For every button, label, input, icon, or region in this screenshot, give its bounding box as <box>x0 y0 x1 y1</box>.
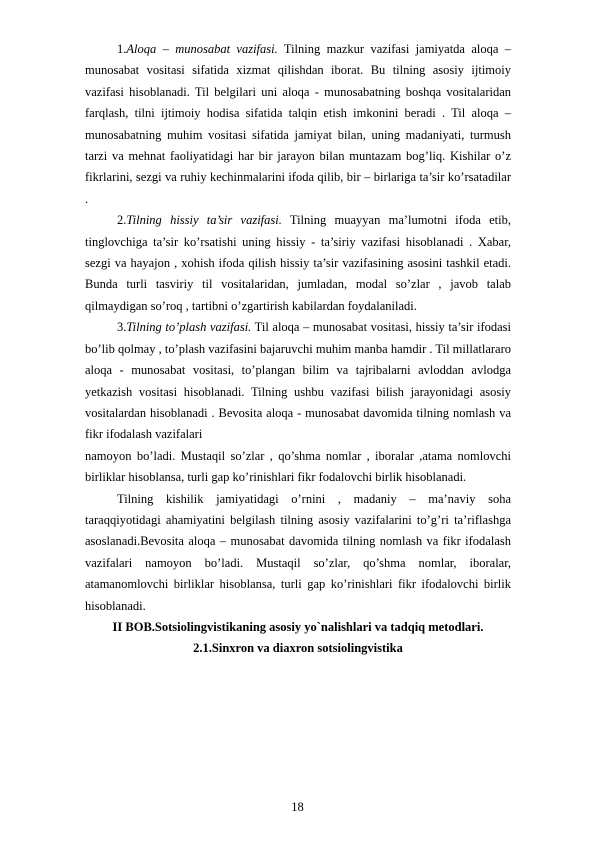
paragraph-2-text: Tilning muayyan ma’lumotni ifoda etib, tinglovchiga ta’sir ko’rsatishi uning hissiy - ta’siriy vazifasi hisoblanadi . Xabar, sezgi va hayajon , xohish ifoda qilish hissiy ta’sir vazifasining asosini tashkil etadi. Bunda turli tasviriy til vositalaridan, jumladan, modal so’zlar , javob talab qilmaydigan so’roq , tartibni o’zgartirish kabilardan foydalaniladi. <box>85 213 511 313</box>
section-heading: 2.1.Sinxron va diaxron sotsiolingvistika <box>193 641 403 656</box>
paragraph-4 <box>85 446 511 489</box>
page-number: 18 <box>291 800 304 814</box>
page-body <box>85 39 511 660</box>
paragraph-5 <box>85 489 511 617</box>
chapter-heading: II BOB.Sotsiolingvistikaning asosiy yo`nalishlari va tadqiq metodlari. <box>112 619 484 634</box>
paragraph-1 <box>85 39 511 210</box>
paragraph-2 <box>85 210 511 317</box>
paragraph-1-term: Aloqa – munosabat vazifasi. <box>126 42 278 56</box>
paragraph-2-term: Tilning hissiy ta’sir vazifasi. <box>126 213 282 228</box>
paragraph-3-text: Til aloqa – munosabat vositasi, hissiy ta’sir ifodasi bo’lib qolmay , to’plash vazifasini bajaruvchi muhim manba hamdir . Til millatlararo aloqa - munosabat vositasi, to’plangan bilim va tajribalarni avloddan avlodga yetkazish vositasi hisoblanadi. Tilning ushbu vazifasi bilish jarayonidagi asosiy vositalardan hisoblanadi . Bevosita aloqa - munosabat davomida tilning nomlash va fikr ifodalash vazifalari <box>85 320 511 442</box>
paragraph-5-text: Tilning kishilik jamiyatidagi o’rnini , madaniy – ma’naviy soha taraqqiyotidagi ahamiyatini belgilash tilning asosiy vazifalarini to’g’ri ta’riflashga asoslanadi.Bevosita aloqa – munosabat davomida tilning nomlash va fikr ifodalash vazifalari namoyon bo’ladi. Mustaqil so’zlar, qo’shma nomlar, iboralar, atamanomlovchi birliklar hisoblansa, turli gap ko’rinishlari fikr ifodalovchi birlik hisoblanadi. <box>85 491 511 613</box>
paragraph-4-text: namoyon bo’ladi. Mustaqil so’zlar , qo’shma nomlar , iboralar ,atama nomlovchi birliklar hisoblansa, turli gap ko’rinishlari fikr fodalovchi birlik hisoblanadi. <box>85 448 511 485</box>
paragraph-3-term: Tilning to’plash vazifasi. <box>126 320 252 335</box>
paragraph-3-number: 3. <box>117 320 127 335</box>
paragraph-1-number: 1. <box>117 42 127 56</box>
paragraph-2-number: 2. <box>117 213 127 228</box>
paragraph-1-text: Tilning mazkur vazifasi jamiyatda aloqa – munosabat vositasi sifatida xizmat qilishdan iborat. Bu tilning asosiy ijtimoiy vazifasi hisoblanadi. Til belgilari uni aloqa - munosabatning boshqa vositalaridan farqlash, tilni ijtimoiy hodisa sifatida talqin etish imkonini beradi . Til aloqa – munosabatning muhim vositasi sifatida jamiyat bilan, uning madaniyati, turmush tarzi va mehnat faoliyatidagi har bir jarayon bilan muntazam bog’liq. Kishilar o’z fikrlarini, sezgi va ruhiy kechinmalarini ifoda qilib, bir – birlariga ta’sir ko’rsatadilar . <box>85 42 511 206</box>
paragraph-3 <box>85 317 511 445</box>
